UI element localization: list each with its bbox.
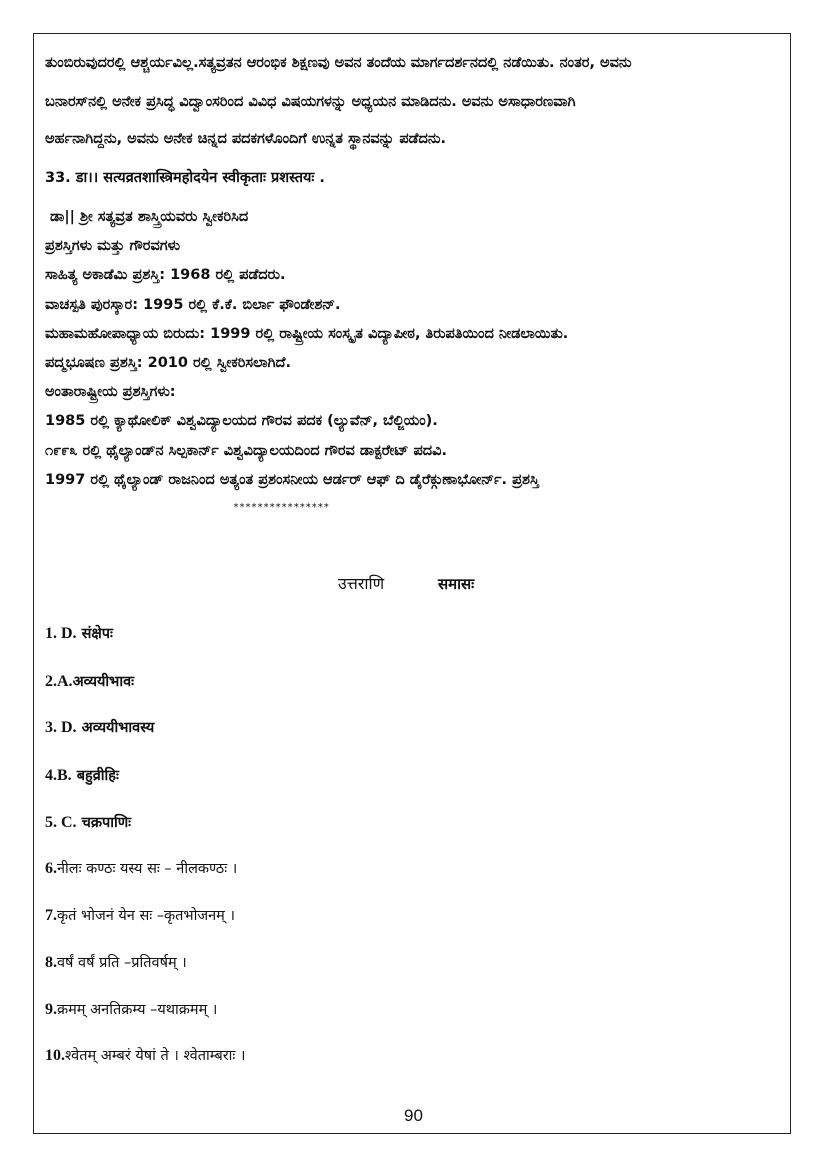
answer-text: अव्ययीभावः (72, 674, 135, 690)
intro-line-2: ಬನಾರಸ್‌ನಲ್ಲಿ ಅನೇಕ ಪ್ರಸಿದ್ಧ ವಿದ್ವಾಂಸರಿಂದ ವಿವಿಧ ವಿಷಯಗಳನ್ನು ಅಧ್ಯಯನ ಮಾಡಿದನು. ಅವನು ಅಸಾಧಾರಣವಾಗಿ (45, 94, 576, 110)
awards-line: 1985 ರಲ್ಲಿ ಕ್ಯಾಥೋಲಿಕ್ ವಿಶ್ವವಿದ್ಯಾಲಯದ ಗೌರವ ಪದಕ (ಲ್ಯುವೆನ್, ಬೆಲ್ಜಿಯಂ). (45, 413, 438, 429)
answer-number: 10. (45, 1047, 65, 1064)
awards-line: ಅಂತಾರಾಷ್ಟ್ರೀಯ ಪ್ರಶಸ್ತಿಗಳು: (45, 384, 176, 400)
answers-subtitle: समासः (438, 575, 475, 593)
answer-item (45, 812, 131, 833)
question-33-heading: 33. डा।। सत्यव्रतशास्त्रिमहोदयेन स्वीकृताः प्रशस्तयः . (45, 170, 325, 186)
awards-line: ಡಾ|| ಶ್ರೀ ಸತ್ಯವ್ರತ ಶಾಸ್ತ್ರಿಯವರು ಸ್ವೀಕರಿಸಿದ (50, 209, 249, 225)
answer-text: वर्षं वर्षं प्रति –प्रतिवर्षम् । (57, 955, 187, 971)
answer-item (45, 999, 217, 1020)
answer-text: नीलः कण्ठः यस्य सः – नीलकण्ठः । (57, 861, 238, 877)
awards-line: 1997 ರಲ್ಲಿ ಥೈಲ್ಯಾಂಡ್ ರಾಜನಿಂದ ಅತ್ಯಂತ ಪ್ರಶಂಸನೀಯ ಆರ್ಡರ್ ಆಫ್ ದಿ ಡೈರೆಕ್ಗುಣಾಭೋರ್ನ್. ಪ್ರಶಸ್ತಿ (45, 472, 539, 488)
answer-item (45, 952, 187, 973)
answer-number: 1. D. (45, 625, 77, 642)
page-number: 90 (404, 1106, 423, 1125)
answer-item (45, 765, 119, 786)
awards-line: ಪ್ರಶಸ್ತಿಗಳು ಮತ್ತು ಗೌರವಗಳು (45, 238, 181, 254)
answer-number: 3. D. (45, 719, 77, 736)
answer-item (45, 905, 235, 926)
answer-text: बहुव्रीहिः (71, 768, 119, 784)
answer-item (45, 717, 154, 738)
awards-line: ಸಾಹಿತ್ಯ ಅಕಾಡೆಮಿ ಪ್ರಶಸ್ತಿ: 1968 ರಲ್ಲಿ ಪಡೆದರು. (45, 267, 286, 283)
answer-text: क्रमम् अनतिक्रम्य –यथाक्रमम् । (57, 1002, 218, 1018)
answer-number: 7. (45, 907, 57, 924)
answer-number: 5. C. (45, 814, 77, 831)
answer-number: 6. (45, 860, 57, 877)
answer-text: श्वेतम् अम्बरं येषां ते । श्वेताम्बराः । (65, 1048, 246, 1064)
awards-line: ೧೯೯೩ ರಲ್ಲಿ ಥೈಲ್ಯಾಂಡ್‌ನ ಸಿಲ್ಪಕಾರ್ನ್ ವಿಶ್ವವಿದ್ಯಾಲಯದಿಂದ ಗೌರವ ಡಾಕ್ಟರೇಟ್ ಪದವಿ. (45, 443, 447, 459)
answers-title: उत्तराणि (338, 574, 385, 593)
answer-number: 2.A. (45, 673, 73, 690)
answer-text: संक्षेपः (76, 626, 113, 642)
answer-item (45, 1045, 245, 1066)
answer-text: चक्रपाणिः (76, 815, 132, 831)
answer-item (45, 623, 113, 644)
separator: **************** (233, 502, 330, 513)
awards-line: ಪದ್ಮಭೂಷಣ ಪ್ರಶಸ್ತಿ: 2010 ರಲ್ಲಿ ಸ್ವೀಕರಿಸಲಾಗಿದೆ. (45, 355, 291, 371)
answer-text: कृतं भोजनं येन सः –कृतभोजनम् । (57, 908, 235, 924)
answer-text: अव्ययीभावस्य (76, 720, 155, 736)
answer-item (45, 671, 134, 692)
intro-line-3: ಅರ್ಹನಾಗಿದ್ದನು, ಅವನು ಅನೇಕ ಚಿನ್ನದ ಪದಕಗಳೊಂದಿಗೆ ಉನ್ನತ ಸ್ಥಾನವನ್ನು ಪಡೆದನು. (45, 131, 447, 147)
answer-number: 9. (45, 1001, 57, 1018)
answer-number: 4.B. (45, 767, 72, 784)
answer-item (45, 858, 237, 879)
awards-line: ವಾಚಸ್ಪತಿ ಪುರಸ್ಕಾರ: 1995 ರಲ್ಲಿ ಕೆ.ಕೆ. ಬಿರ್ಲಾ ಫೌಂಡೇಶನ್. (45, 297, 341, 313)
awards-line: ಮಹಾಮಹೋಪಾಧ್ಯಾಯ ಬಿರುದು: 1999 ರಲ್ಲಿ ರಾಷ್ಟ್ರೀಯ ಸಂಸ್ಕೃತ ವಿದ್ಯಾಪೀಠ, ತಿರುಪತಿಯಿಂದ ನೀಡಲಾಯಿತು. (45, 326, 569, 342)
intro-line-1: ತುಂಬಿರುವುದರಲ್ಲಿ ಆಶ್ಚರ್ಯವಿಲ್ಲ.ಸತ್ಯವ್ರತನ ಆರಂಭಿಕ ಶಿಕ್ಷಣವು ಅವನ ತಂದೆಯ ಮಾರ್ಗದರ್ಶನದಲ್ಲಿ ನಡೆಯಿತು. ನಂತರ, ಅವನು (45, 55, 632, 71)
answer-number: 8. (45, 954, 57, 971)
